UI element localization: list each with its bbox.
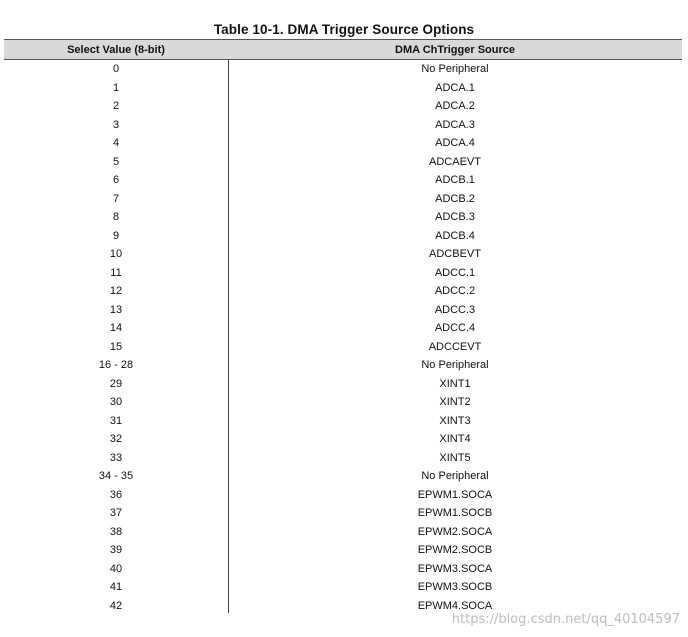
trigger-source-cell: ADCA.1 [435, 81, 475, 94]
trigger-source-cell: XINT5 [439, 451, 471, 464]
table-row [4, 412, 682, 431]
trigger-source-cell: No Peripheral [421, 470, 489, 483]
trigger-source-cell: ADCB.3 [435, 211, 475, 224]
select-value-cell: 39 [109, 544, 123, 557]
trigger-source-cell: EPWM1.SOCA [417, 488, 493, 501]
trigger-source-cell: ADCB.2 [435, 192, 475, 205]
table-row [4, 190, 682, 209]
column-header-trigger-source: DMA ChTrigger Source [395, 43, 515, 56]
table-row [4, 375, 682, 394]
table-row [4, 153, 682, 172]
watermark: https://blog.csdn.net/qq_40104597 [451, 612, 680, 627]
table-row [4, 560, 682, 579]
trigger-source-cell: ADCC.1 [434, 266, 476, 279]
trigger-source-cell: ADCB.1 [435, 174, 475, 187]
table-row [4, 79, 682, 98]
select-value-cell: 41 [109, 581, 123, 594]
table-row [4, 356, 682, 375]
trigger-source-cell: No Peripheral [421, 63, 489, 76]
table-row [4, 449, 682, 468]
trigger-source-cell: ADCC.3 [434, 303, 476, 316]
select-value-cell: 40 [109, 562, 123, 575]
select-value-cell: 16 - 28 [98, 359, 134, 372]
trigger-source-cell: ADCBEVT [429, 248, 481, 261]
trigger-source-cell: ADCC.2 [434, 285, 476, 298]
trigger-source-cell: EPWM3.SOCA [417, 562, 493, 575]
select-value-cell: 37 [109, 507, 123, 520]
select-value-cell: 4 [112, 137, 120, 150]
trigger-source-cell: XINT2 [439, 396, 471, 409]
select-value-cell: 42 [109, 599, 123, 612]
table-row [4, 208, 682, 227]
table-row [4, 227, 682, 246]
table-row [4, 171, 682, 190]
select-value-cell: 9 [112, 229, 120, 242]
select-value-cell: 29 [109, 377, 123, 390]
table-title: Table 10-1. DMA Trigger Source Options [213, 22, 475, 37]
select-value-cell: 31 [109, 414, 123, 427]
table-row [4, 282, 682, 301]
select-value-cell: 2 [112, 100, 120, 113]
select-value-cell: 38 [109, 525, 123, 538]
trigger-source-cell: EPWM4.SOCA [417, 599, 493, 612]
trigger-source-cell: EPWM1.SOCB [417, 507, 493, 520]
table-row [4, 486, 682, 505]
trigger-source-cell: No Peripheral [421, 359, 489, 372]
select-value-cell: 6 [112, 174, 120, 187]
select-value-cell: 30 [109, 396, 123, 409]
trigger-source-cell: XINT4 [439, 433, 471, 446]
column-divider [228, 60, 229, 613]
trigger-source-cell: ADCB.4 [435, 229, 475, 242]
trigger-source-cell: EPWM2.SOCA [417, 525, 493, 538]
table-row [4, 338, 682, 357]
table-row [4, 467, 682, 486]
trigger-source-cell: ADCC.4 [434, 322, 476, 335]
trigger-source-cell: EPWM3.SOCB [417, 581, 493, 594]
select-value-cell: 11 [110, 266, 122, 279]
select-value-cell: 0 [112, 63, 120, 76]
select-value-cell: 5 [112, 155, 120, 168]
select-value-cell: 34 - 35 [98, 470, 134, 483]
trigger-source-cell: EPWM2.SOCB [417, 544, 493, 557]
select-value-cell: 10 [109, 248, 123, 261]
table-row [4, 134, 682, 153]
table-row [4, 245, 682, 264]
trigger-source-cell: ADCA.3 [435, 118, 475, 131]
select-value-cell: 3 [112, 118, 120, 131]
table-row [4, 504, 682, 523]
select-value-cell: 1 [112, 81, 120, 94]
trigger-source-cell: XINT1 [439, 377, 471, 390]
select-value-cell: 36 [109, 488, 123, 501]
table-row [4, 60, 682, 79]
trigger-source-cell: ADCCEVT [428, 340, 482, 353]
table-row [4, 116, 682, 135]
dma-trigger-table [4, 39, 682, 615]
select-value-cell: 13 [109, 303, 123, 316]
select-value-cell: 33 [109, 451, 123, 464]
select-value-cell: 8 [112, 211, 120, 224]
select-value-cell: 12 [109, 285, 123, 298]
trigger-source-cell: ADCA.2 [435, 100, 475, 113]
table-row [4, 578, 682, 597]
table-row [4, 541, 682, 560]
table-row [4, 319, 682, 338]
table-row [4, 264, 682, 283]
select-value-cell: 14 [109, 322, 123, 335]
table-row [4, 523, 682, 542]
table-row [4, 97, 682, 116]
table-body [4, 60, 682, 615]
table-header [4, 39, 682, 60]
select-value-cell: 7 [112, 192, 120, 205]
table-row [4, 393, 682, 412]
table-row [4, 430, 682, 449]
trigger-source-cell: ADCAEVT [429, 155, 481, 168]
select-value-cell: 32 [109, 433, 123, 446]
trigger-source-cell: ADCA.4 [435, 137, 475, 150]
column-header-select-value: Select Value (8-bit) [67, 43, 165, 56]
trigger-source-cell: XINT3 [439, 414, 471, 427]
select-value-cell: 15 [109, 340, 123, 353]
table-row [4, 301, 682, 320]
